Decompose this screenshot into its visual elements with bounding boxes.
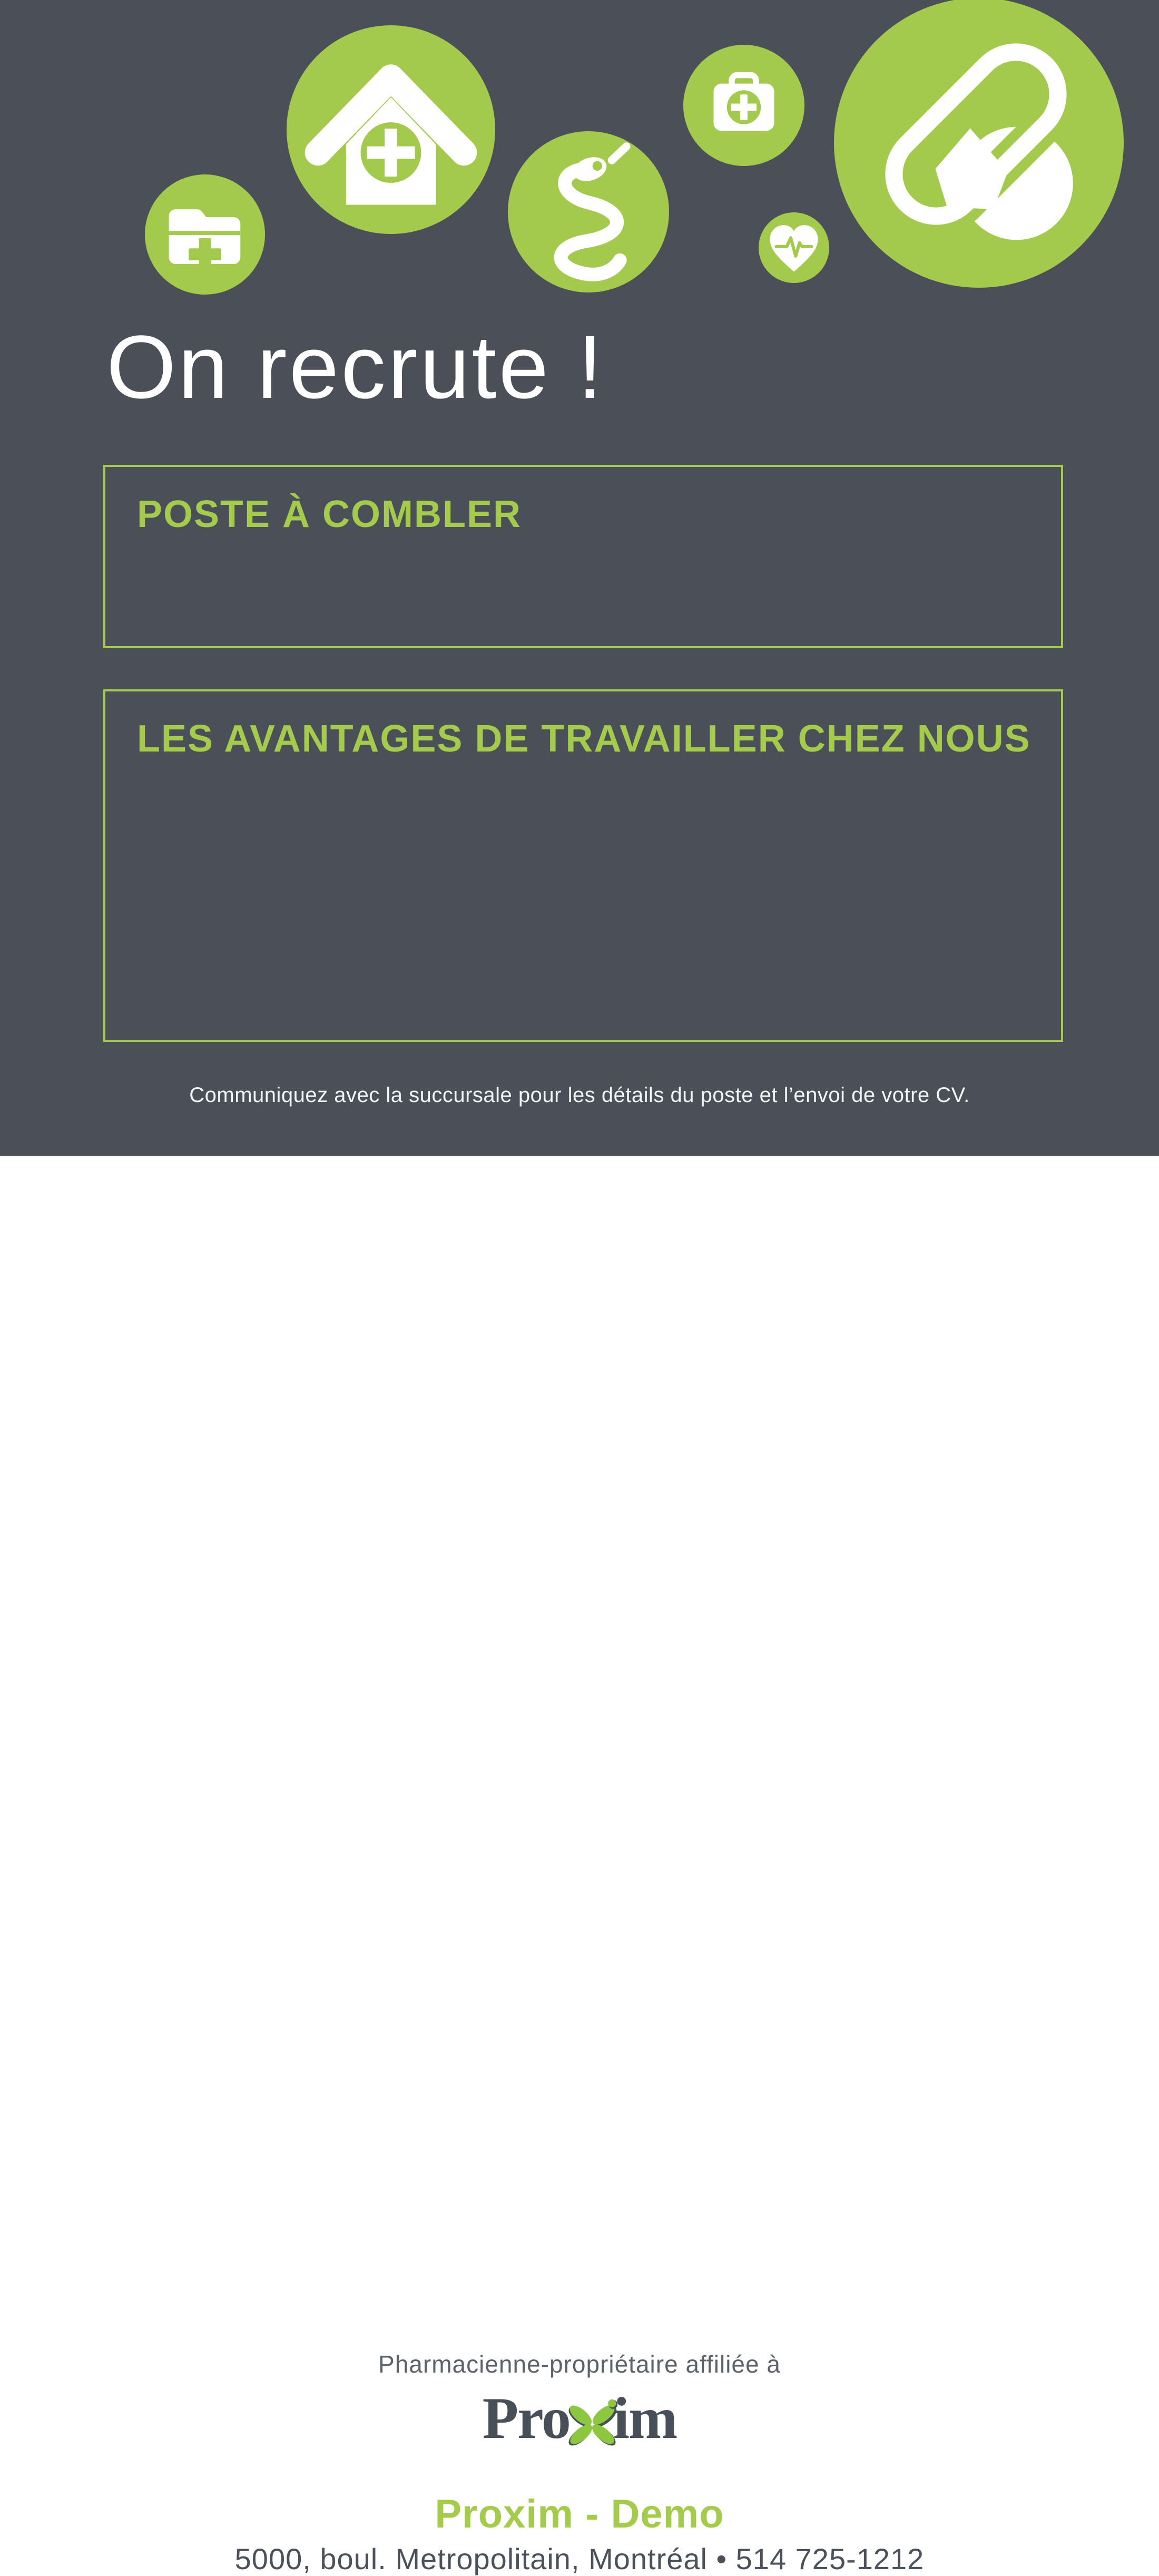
footer-section xyxy=(0,1156,1159,2575)
benefits-box-heading: LES AVANTAGES DE TRAVAILLER CHEZ NOUS xyxy=(137,718,1031,760)
position-to-fill-box xyxy=(103,465,1063,648)
first-aid-kit-icon xyxy=(683,45,804,166)
page-title: On recrute ! xyxy=(106,317,605,417)
proxim-x-leaf-icon xyxy=(565,2396,620,2455)
medical-house-icon xyxy=(287,25,495,234)
contact-note: Communiquez avec la succursale pour les détails du poste et l’envoi de votre CV. xyxy=(189,1084,970,1107)
pill-capsule-icon xyxy=(834,0,1124,288)
store-address: 5000, boul. Metropolitain, Montréal • 514 725-1212 xyxy=(234,2542,925,2575)
logo-text-pro: Pro xyxy=(482,2386,570,2451)
add-folder-icon xyxy=(145,174,265,295)
asclepius-snake-icon xyxy=(508,131,669,292)
logo-text-im: im xyxy=(613,2386,677,2451)
position-box-heading: POSTE À COMBLER xyxy=(137,493,522,535)
heartbeat-icon xyxy=(759,212,829,283)
store-name: Proxim - Demo xyxy=(435,2492,724,2536)
dark-header-section xyxy=(0,0,1159,1156)
benefits-box xyxy=(103,689,1063,1042)
proxim-logo xyxy=(0,2386,1159,2463)
affiliation-text: Pharmacienne-propriétaire affiliée à xyxy=(378,2350,781,2378)
